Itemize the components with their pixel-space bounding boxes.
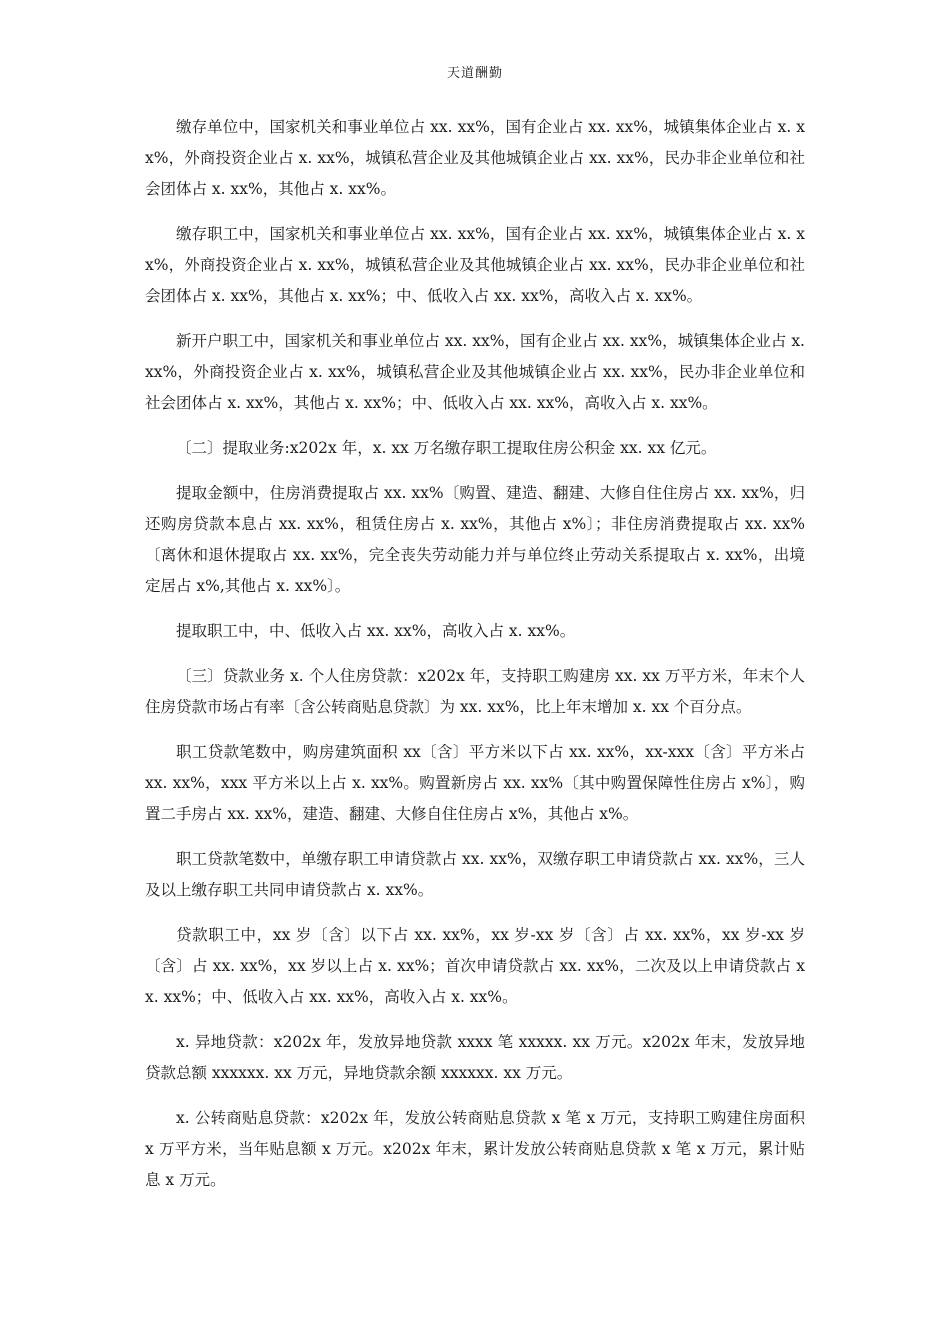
paragraph-withdrawal-employees: 提取职工中，中、低收入占 xx. xx%，高收入占 x. xx%。 bbox=[176, 622, 576, 640]
paragraph-deposit-employees: 缴存职工中，国家机关和事业单位占 xx. xx%，国有企业占 xx. xx%，城镇集体企业占 x. xx%，外商投资企业占 x. xx%，城镇私营企业及其他城镇企业占 xx. xx%，民办非企业单位和社会团体占 x. xx%，其他占 x. xx%；中、低收入占 xx. xx%，高收入占 x. xx%。 bbox=[145, 225, 805, 305]
paragraph-loan-applicants: 职工贷款笔数中，单缴存职工申请贷款占 xx. xx%，双缴存职工申请贷款占 xx. xx%，三人及以上缴存职工共同申请贷款占 x. xx%。 bbox=[145, 850, 805, 899]
paragraph-withdrawal-amount: 提取金额中，住房消费提取占 xx. xx%〔购置、建造、翻建、大修自住住房占 xx. xx%，归还购房贷款本息占 xx. xx%，租赁住房占 x. xx%，其他占 x%〕；非住房消费提取占 xx. xx%〔离休和退休提取占 xx. xx%，完全丧失劳动能力并与单位终止劳动关系提取占 x. xx%，出境定居占 x%,其他占 x. xx%〕。 bbox=[145, 484, 805, 595]
paragraph-withdrawal-business: 〔二〕提取业务:x202x 年，x. xx 万名缴存职工提取住房公积金 xx. xx 亿元。 bbox=[176, 439, 717, 457]
document-body bbox=[145, 112, 805, 1210]
paragraph-loan-ages: 贷款职工中，xx 岁〔含〕以下占 xx. xx%，xx 岁-xx 岁〔含〕占 xx. xx%，xx 岁-xx 岁〔含〕占 xx. xx%，xx 岁以上占 x. xx%；首次申请贷款占 xx. xx%，二次及以上申请贷款占 xx. xx%；中、低收入占 xx. xx%，高收入占 x. xx%。 bbox=[145, 926, 805, 1006]
paragraph-subsidized-loans: x. 公转商贴息贷款：x202x 年，发放公转商贴息贷款 x 笔 x 万元，支持职工购建住房面积 x 万平方米，当年贴息额 x 万元。x202x 年末，累计发放公转商贴息贷款 x 笔 x 万元，累计贴息 x 万元。 bbox=[145, 1109, 805, 1189]
paragraph-loan-area: 职工贷款笔数中，购房建筑面积 xx〔含〕平方米以下占 xx. xx%，xx-xxx〔含〕平方米占 xx. xx%，xxx 平方米以上占 x. xx%。购置新房占 xx. xx%〔其中购置保障性住房占 x%〕，购置二手房占 xx. xx%，建造、翻建、大修自住住房占 x%，其他占 x%。 bbox=[145, 743, 805, 823]
page-header: 天道酬勤 bbox=[446, 66, 503, 81]
paragraph-new-accounts: 新开户职工中，国家机关和事业单位占 xx. xx%，国有企业占 xx. xx%，城镇集体企业占 x. xx%，外商投资企业占 x. xx%，城镇私营企业及其他城镇企业占 xx. xx%，民办非企业单位和社会团体占 x. xx%，其他占 x. xx%；中、低收入占 xx. xx%，高收入占 x. xx%。 bbox=[145, 332, 805, 412]
paragraph-deposit-units: 缴存单位中，国家机关和事业单位占 xx. xx%，国有企业占 xx. xx%，城镇集体企业占 x. xx%，外商投资企业占 x. xx%，城镇私营企业及其他城镇企业占 xx. xx%，民办非企业单位和社会团体占 x. xx%，其他占 x. xx%。 bbox=[145, 118, 805, 198]
paragraph-loan-business: 〔三〕贷款业务 x. 个人住房贷款：x202x 年，支持职工购建房 xx. xx 万平方米，年末个人住房贷款市场占有率〔含公转商贴息贷款〕为 xx. xx%，比上年末增加 x. xx 个百分点。 bbox=[145, 667, 805, 716]
paragraph-remote-loans: x. 异地贷款：x202x 年，发放异地贷款 xxxx 笔 xxxxx. xx 万元。x202x 年末，发放异地贷款总额 xxxxxx. xx 万元，异地贷款余额 xxxxxx. xx 万元。 bbox=[145, 1033, 805, 1082]
